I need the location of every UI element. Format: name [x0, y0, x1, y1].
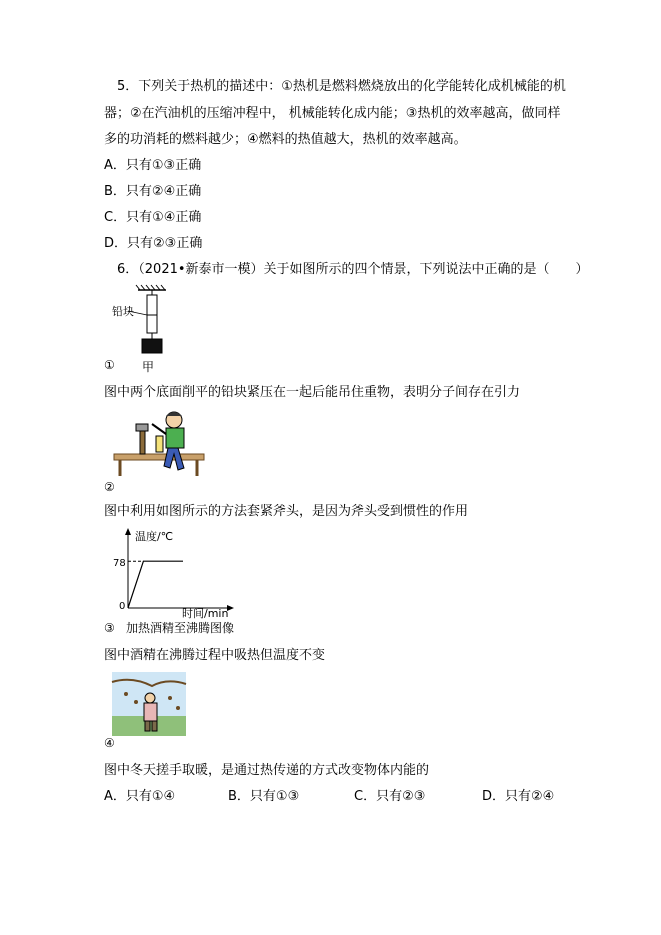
fig2-marker: ② [104, 480, 115, 494]
q5-option-d: D．只有②③正确 [104, 236, 203, 251]
y-axis-label: 温度/℃ [135, 530, 174, 543]
q5-option-b: B．只有②④正确 [104, 184, 202, 199]
y-tick-0: 0 [119, 601, 126, 612]
q5-option-a: A．只有①③正确 [104, 158, 202, 173]
fig1-statement: 图中两个底面削平的铅块紧压在一起后能吊住重物，表明分子间存在引力 [104, 385, 521, 400]
lead-label: 铅块 [112, 305, 134, 318]
fig3-marker: ③ [104, 621, 115, 635]
q5-option-c: C．只有①④正确 [104, 210, 202, 225]
rubbing-hands-figure [112, 672, 186, 736]
fig4-marker: ④ [104, 736, 115, 750]
q6-stem: 6．（2021•新泰市一模）关于如图所示的四个情景，下列说法中正确的是（ ） [117, 262, 589, 277]
fig1-caption: 甲 [142, 360, 155, 374]
q6-option-b: B．只有①③ [228, 789, 300, 804]
x-axis-label: 时间/min [182, 607, 229, 620]
q5-stem-line-3: 多的功消耗的燃料越少；④燃料的热值越大，热机的效率越高。 [104, 132, 467, 147]
q5-stem-line-1: 5．下列关于热机的描述中：①热机是燃料燃烧放出的化学能转化成机械能的机 [117, 79, 566, 94]
fig1-marker: ① [104, 358, 115, 372]
y-axis-arrow [125, 528, 131, 535]
q5-stem-line-2: 器；②在汽油机的压缩冲程中， 机械能转化成内能；③热机的效率越高，做同样 [104, 106, 561, 121]
temperature-series-line [128, 561, 183, 608]
fig4-statement: 图中冬天搓手取暖，是通过热传递的方式改变物体内能的 [104, 763, 430, 778]
fig2-statement: 图中利用如图所示的方法套紧斧头，是因为斧头受到惯性的作用 [104, 504, 469, 519]
q6-option-c: C．只有②③ [354, 789, 426, 804]
q6-option-d: D．只有②④ [482, 789, 555, 804]
y-tick-78: 78 [113, 558, 126, 569]
q6-option-a: A．只有①④ [104, 789, 176, 804]
fig3-caption: 加热酒精至沸腾图像 [126, 621, 235, 635]
fig3-statement: 图中酒精在沸腾过程中吸热但温度不变 [104, 648, 326, 663]
